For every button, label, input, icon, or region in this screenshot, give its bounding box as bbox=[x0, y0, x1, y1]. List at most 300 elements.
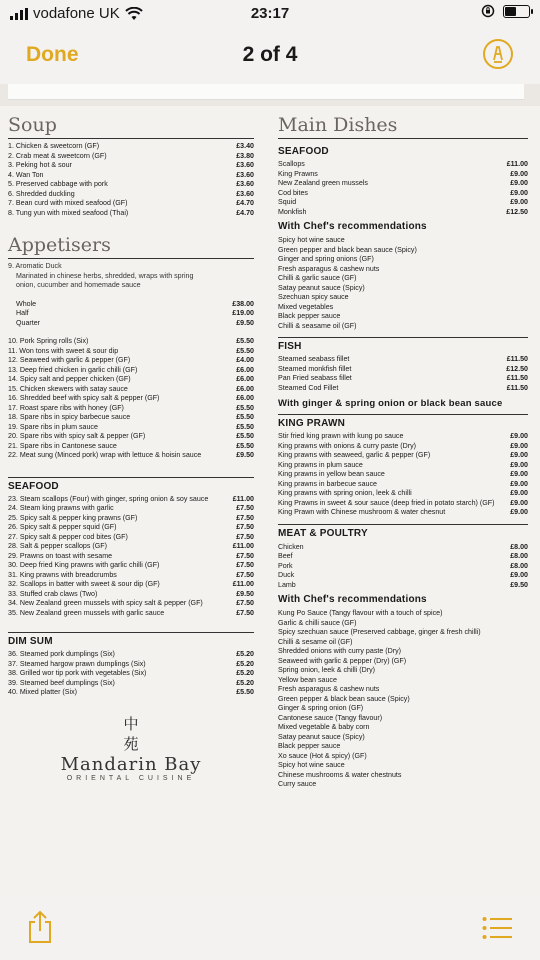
menu-item-name: Satay peanut sauce (Spicy) bbox=[278, 732, 365, 741]
menu-item-price: £6.00 bbox=[236, 394, 254, 402]
menu-item bbox=[278, 628, 528, 638]
dimsum-list bbox=[8, 650, 254, 698]
menu-item-name: Chilli & garlic sauce (GF) bbox=[278, 274, 357, 282]
menu-item-price: £11.00 bbox=[232, 542, 254, 550]
menu-item-price: £6.00 bbox=[236, 365, 254, 374]
menu-item bbox=[278, 236, 528, 246]
menu-item-name: Shredded onions with curry paste (Dry) bbox=[278, 647, 402, 655]
menu-item bbox=[278, 657, 528, 667]
menu-item-name: 20. Spare ribs with spicy salt & pepper (GF) bbox=[8, 432, 146, 440]
menu-item bbox=[278, 274, 528, 284]
menu-item-name: Squid bbox=[278, 198, 297, 206]
menu-item-name: Black pepper sauce bbox=[278, 742, 341, 750]
menu-item-name: Steamed seabass fillet bbox=[278, 355, 350, 363]
menu-item bbox=[278, 160, 528, 170]
menu-item bbox=[8, 161, 254, 171]
menu-item-name: 18. Spare ribs in spicy barbecue sauce bbox=[8, 413, 131, 421]
menu-item-price: £5.50 bbox=[236, 688, 254, 696]
menu-item bbox=[8, 385, 254, 395]
menu-item-price: £7.50 bbox=[236, 504, 254, 512]
menu-item bbox=[8, 542, 254, 552]
menu-item-price: £7.50 bbox=[236, 608, 254, 617]
menu-item-name: Green pepper and black bean sauce (Spicy) bbox=[278, 245, 417, 254]
menu-item-name: Curry sauce bbox=[278, 780, 317, 788]
menu-item-name: Chinese mushrooms & water chestnuts bbox=[278, 770, 402, 779]
seafood-list bbox=[8, 495, 254, 619]
menu-item bbox=[8, 199, 254, 209]
menu-item-price: £8.00 bbox=[510, 561, 528, 570]
menu-item-price: £9.00 bbox=[510, 498, 528, 507]
menu-item bbox=[8, 561, 254, 571]
menu-item-name: 7. Bean curd with mixed seafood (GF) bbox=[8, 199, 128, 207]
fish-note: With ginger & spring onion or black bean sauce bbox=[278, 398, 503, 409]
menu-item bbox=[278, 461, 528, 471]
menu-item bbox=[278, 780, 528, 790]
menu-item-name: 37. Steamed hargow prawn dumplings (Six) bbox=[8, 659, 146, 668]
menu-item bbox=[278, 666, 528, 676]
menu-item-name: 34. New Zealand green mussels with spicy salt & pepper (GF) bbox=[8, 599, 203, 607]
menu-item-name: 33. Stuffed crab claws (Two) bbox=[8, 589, 98, 598]
main-seafood-list bbox=[278, 160, 528, 217]
menu-item-name: 27. Spicy salt & pepper cod bites (GF) bbox=[8, 532, 128, 541]
menu-item bbox=[8, 514, 254, 524]
menu-item-name: 17. Roast spare ribs with honey (GF) bbox=[8, 403, 124, 412]
menu-item bbox=[278, 609, 528, 619]
menu-item-name: Mixed vegetables bbox=[278, 302, 334, 311]
menu-item-name: 32. Scallops in batter with sweet & sour dip (GF) bbox=[8, 580, 160, 588]
menu-item-name: 38. Grilled wor tip pork with vegetables (Six) bbox=[8, 669, 147, 677]
menu-item bbox=[278, 552, 528, 562]
menu-item-name: Pan Fried seabass fillet bbox=[278, 374, 352, 382]
menu-item-name: 3. Peking hot & sour bbox=[8, 161, 72, 169]
document-viewer[interactable] bbox=[0, 84, 540, 896]
menu-item-price: £5.50 bbox=[236, 441, 254, 450]
menu-item bbox=[278, 714, 528, 724]
menu-item-name: Ginger & spring onion (GF) bbox=[278, 704, 364, 712]
menu-item bbox=[278, 571, 528, 581]
menu-item bbox=[278, 499, 528, 509]
menu-item bbox=[8, 571, 254, 581]
duck-sizes bbox=[8, 300, 254, 329]
menu-item-name: Steamed monkfish fillet bbox=[278, 364, 352, 373]
menu-item-name: 29. Prawns on toast with sesame bbox=[8, 551, 113, 560]
menu-item-price: £3.60 bbox=[236, 161, 254, 169]
menu-item-name: Chicken bbox=[278, 542, 304, 551]
menu-item bbox=[8, 356, 254, 366]
menu-item-price: £3.60 bbox=[236, 189, 254, 198]
menu-item bbox=[8, 688, 254, 698]
menu-item-name: 21. Spare ribs in Cantonese sauce bbox=[8, 441, 117, 450]
menu-item bbox=[278, 432, 528, 442]
menu-item-price: £9.00 bbox=[510, 489, 528, 497]
menu-item-name: King Prawns bbox=[278, 169, 318, 178]
menu-item-name: Quarter bbox=[16, 318, 41, 327]
menu-item-name: Steamed Cod Fillet bbox=[278, 383, 339, 392]
menu-item-name: Szechuan spicy sauce bbox=[278, 293, 349, 301]
menu-item bbox=[278, 246, 528, 256]
menu-item bbox=[8, 142, 254, 152]
menu-item bbox=[278, 189, 528, 199]
menu-item bbox=[8, 404, 254, 414]
menu-item-name: Whole bbox=[16, 299, 37, 308]
menu-item-name: 2. Crab meat & sweetcorn (GF) bbox=[8, 151, 107, 160]
menu-item bbox=[278, 733, 528, 743]
menu-item-price: £6.00 bbox=[236, 384, 254, 393]
menu-item-name: 1. Chicken & sweetcorn (GF) bbox=[8, 142, 100, 150]
menu-item bbox=[16, 300, 254, 310]
menu-item bbox=[8, 650, 254, 660]
menu-item-name: Monkfish bbox=[278, 207, 307, 216]
menu-item bbox=[8, 580, 254, 590]
previous-page-edge bbox=[8, 84, 524, 100]
menu-item bbox=[278, 365, 528, 375]
menu-item bbox=[278, 695, 528, 705]
menu-item bbox=[278, 562, 528, 572]
menu-item-name: New Zealand green mussels bbox=[278, 179, 368, 187]
markup-pen-icon[interactable] bbox=[482, 38, 514, 70]
menu-item bbox=[8, 599, 254, 609]
menu-item bbox=[278, 265, 528, 275]
menu-item bbox=[278, 489, 528, 499]
menu-item bbox=[8, 432, 254, 442]
menu-item-name: Cantonese sauce (Tangy flavour) bbox=[278, 713, 383, 722]
menu-item bbox=[8, 337, 254, 347]
restaurant-logo bbox=[8, 714, 254, 782]
menu-item-name: Spicy szechuan sauce (Preserved cabbage, ginger & fresh chilli) bbox=[278, 628, 481, 636]
share-icon[interactable] bbox=[26, 910, 54, 944]
menu-item bbox=[278, 293, 528, 303]
menu-item-name: Chilli & sesame oil (GF) bbox=[278, 637, 353, 646]
menu-item bbox=[16, 319, 254, 329]
divider bbox=[278, 138, 528, 139]
duck-title: 9. Aromatic Duck bbox=[8, 262, 62, 270]
menu-item-name: 25. Spicy salt & pepper king prawns (GF) bbox=[8, 513, 138, 522]
menu-item bbox=[278, 543, 528, 553]
menu-item-price: £5.50 bbox=[236, 346, 254, 355]
fish-heading: FISH bbox=[278, 341, 302, 352]
menu-item bbox=[8, 679, 254, 689]
menu-item bbox=[278, 685, 528, 695]
menu-item-name: Stir fried king prawn with kung po sauce bbox=[278, 432, 404, 440]
menu-item-name: 12. Seaweed with garlic & pepper (GF) bbox=[8, 356, 131, 364]
menu-item-price: £7.50 bbox=[236, 551, 254, 560]
menu-item-price: £9.00 bbox=[510, 508, 528, 516]
menu-item-price: £12.50 bbox=[506, 364, 528, 373]
menu-item bbox=[278, 384, 528, 394]
menu-item-name: Ginger and spring onions (GF) bbox=[278, 255, 374, 263]
menu-item-price: £9.00 bbox=[510, 451, 528, 459]
menu-item bbox=[278, 771, 528, 781]
king-prawn-heading: KING PRAWN bbox=[278, 418, 345, 429]
logo-name: Mandarin Bay bbox=[60, 753, 202, 775]
menu-item bbox=[278, 676, 528, 686]
menu-item bbox=[278, 284, 528, 294]
menu-item bbox=[8, 609, 254, 619]
menu-item bbox=[278, 170, 528, 180]
menu-item bbox=[8, 180, 254, 190]
appetisers-heading: Appetisers bbox=[8, 234, 111, 256]
menu-item-price: £7.50 bbox=[236, 570, 254, 579]
menu-item bbox=[278, 255, 528, 265]
menu-item-price: £5.50 bbox=[236, 422, 254, 431]
menu-item-price: £9.00 bbox=[510, 188, 528, 197]
menu-item-price: £9.00 bbox=[510, 479, 528, 488]
menu-item bbox=[278, 470, 528, 480]
menu-item bbox=[278, 704, 528, 714]
menu-item bbox=[8, 152, 254, 162]
menu-item-price: £7.50 bbox=[236, 561, 254, 569]
menu-item bbox=[8, 451, 254, 461]
menu-item-name: 13. Deep fried chicken in garlic chilli (GF) bbox=[8, 365, 138, 374]
menu-item bbox=[8, 413, 254, 423]
menu-item-name: 24. Steam king prawns with garlic bbox=[8, 504, 114, 512]
menu-item bbox=[8, 394, 254, 404]
menu-item-price: £8.00 bbox=[510, 542, 528, 551]
logo-character-bottom: 苑 bbox=[123, 734, 139, 753]
logo-tagline: ORIENTAL CUISINE bbox=[66, 774, 196, 782]
menu-item bbox=[278, 581, 528, 591]
menu-item-name: 30. Deep fried King prawns with garlic chilli (GF) bbox=[8, 561, 160, 569]
menu-item-price: £11.50 bbox=[506, 374, 528, 382]
menu-item-name: 16. Shredded beef with spicy salt & pepper (GF) bbox=[8, 394, 160, 402]
menu-item-name: 26. Spicy salt & pepper squid (GF) bbox=[8, 523, 117, 531]
status-bar bbox=[0, 0, 540, 28]
meat-heading: MEAT & POULTRY bbox=[278, 527, 368, 539]
appetisers-list bbox=[8, 337, 254, 461]
menu-item bbox=[16, 309, 254, 319]
divider bbox=[278, 337, 528, 338]
menu-item bbox=[278, 355, 528, 365]
menu-item-name: Duck bbox=[278, 571, 295, 579]
menu-item-name: Black pepper sauce bbox=[278, 312, 341, 320]
menu-item-price: £5.50 bbox=[236, 403, 254, 412]
menu-item-name: Green pepper & black bean sauce (Spicy) bbox=[278, 694, 410, 703]
menu-item-price: £4.70 bbox=[236, 208, 254, 217]
menu-item bbox=[278, 312, 528, 322]
soup-heading: Soup bbox=[8, 114, 57, 136]
menu-item bbox=[8, 660, 254, 670]
menu-item-name: Half bbox=[16, 309, 29, 317]
menu-item-name: 40. Mixed platter (Six) bbox=[8, 688, 77, 696]
menu-item bbox=[8, 442, 254, 452]
page-counter: 2 of 4 bbox=[242, 43, 298, 66]
menu-item-name: 5. Preserved cabbage with pork bbox=[8, 180, 108, 188]
menu-item-name: Chilli & seasame oil (GF) bbox=[278, 321, 357, 330]
menu-item-name: King prawns with onions & curry paste (Dry) bbox=[278, 441, 416, 450]
main-dishes-heading: Main Dishes bbox=[278, 114, 398, 136]
divider bbox=[8, 138, 254, 139]
menu-item-price: £5.50 bbox=[236, 337, 254, 345]
menu-item-name: Beef bbox=[278, 552, 293, 560]
menu-item-name: 4. Wan Ton bbox=[8, 170, 44, 179]
orientation-lock-icon bbox=[481, 4, 495, 18]
menu-item bbox=[8, 533, 254, 543]
logo-character-top: 中 bbox=[123, 714, 139, 733]
menu-item bbox=[278, 638, 528, 648]
duck-description: Marinated in chinese herbs, shredded, wraps with spring onion, cucumber and homemade sauce bbox=[16, 271, 194, 289]
menu-item-name: Spicy hot wine sauce bbox=[278, 761, 345, 769]
menu-item-price: £9.00 bbox=[510, 179, 528, 187]
menu-item-name: Cod bites bbox=[278, 188, 308, 197]
menu-item-name: 14. Spicy salt and pepper chicken (GF) bbox=[8, 375, 131, 383]
menu-item bbox=[278, 619, 528, 629]
menu-page bbox=[0, 106, 540, 896]
menu-item bbox=[8, 504, 254, 514]
menu-item-name: 19. Spare ribs in plum sauce bbox=[8, 422, 98, 431]
menu-item-name: 36. Steamed pork dumplings (Six) bbox=[8, 650, 115, 658]
menu-item-price: £5.50 bbox=[236, 413, 254, 421]
menu-item-name: Fresh asparagus & cashew nuts bbox=[278, 685, 380, 693]
menu-item-price: £6.00 bbox=[236, 375, 254, 383]
menu-item-price: £5.20 bbox=[236, 678, 254, 687]
divider bbox=[8, 632, 254, 633]
menu-item bbox=[278, 442, 528, 452]
menu-item bbox=[8, 209, 254, 219]
menu-item-name: King prawns in plum sauce bbox=[278, 460, 363, 469]
menu-item-price: £9.50 bbox=[510, 580, 528, 589]
menu-item-price: £3.80 bbox=[236, 151, 254, 160]
menu-item bbox=[8, 495, 254, 505]
menu-item-price: £9.00 bbox=[510, 169, 528, 178]
menu-item-name: King prawns with spring onion, leek & chilli bbox=[278, 489, 412, 497]
menu-item bbox=[278, 198, 528, 208]
menu-item bbox=[278, 723, 528, 733]
menu-item bbox=[8, 366, 254, 376]
menu-item bbox=[8, 590, 254, 600]
meat-list bbox=[278, 543, 528, 591]
menu-item-price: £7.50 bbox=[236, 523, 254, 531]
menu-item-name: Kung Po Sauce (Tangy flavour with a touch of spice) bbox=[278, 609, 443, 617]
king-prawn-list bbox=[278, 432, 528, 518]
menu-item bbox=[278, 508, 528, 518]
menu-item-name: Spicy hot wine sauce bbox=[278, 236, 345, 244]
menu-item-name: 39. Steamed beef dumplings (Six) bbox=[8, 678, 115, 687]
menu-item-price: £5.20 bbox=[236, 659, 254, 668]
menu-item-price: £38.00 bbox=[232, 299, 254, 308]
menu-item bbox=[278, 179, 528, 189]
menu-item-name: 8. Tung yun with mixed seafood (Thai) bbox=[8, 208, 129, 217]
menu-item-price: £3.40 bbox=[236, 142, 254, 150]
menu-item bbox=[8, 552, 254, 562]
menu-item-name: King prawns in yellow bean sauce bbox=[278, 470, 385, 478]
menu-item-name: Spring onion, leek & chilli (Dry) bbox=[278, 666, 375, 674]
menu-item-price: £7.50 bbox=[236, 599, 254, 607]
chef-rec-list bbox=[278, 236, 528, 331]
menu-item-price: £11.00 bbox=[232, 494, 254, 503]
battery-icon bbox=[503, 5, 530, 18]
menu-item-price: £19.00 bbox=[232, 309, 254, 317]
dimsum-heading: DIM SUM bbox=[8, 636, 53, 647]
menu-item-name: 23. Steam scallops (Four) with ginger, spring onion & soy sauce bbox=[8, 494, 209, 503]
menu-item-name: Scallops bbox=[278, 160, 305, 168]
menu-item bbox=[8, 423, 254, 433]
menu-item bbox=[278, 742, 528, 752]
menu-item-name: King Prawns in sweet & sour sauce (deep fried in potato starch) (GF) bbox=[278, 498, 494, 507]
menu-item-price: £11.00 bbox=[506, 160, 528, 168]
divider bbox=[278, 414, 528, 415]
menu-item bbox=[8, 190, 254, 200]
menu-item-name: Pork bbox=[278, 561, 293, 570]
menu-item-name: 6. Shredded duckling bbox=[8, 189, 75, 198]
seafood-heading: SEAFOOD bbox=[8, 480, 59, 492]
menu-item-name: Xo sauce (Hot & spicy) (GF) bbox=[278, 751, 367, 760]
menu-item-price: £7.50 bbox=[236, 532, 254, 541]
chef-rec-heading: With Chef's recommendations bbox=[278, 221, 427, 232]
menu-item-price: £9.00 bbox=[510, 441, 528, 450]
menu-item bbox=[8, 669, 254, 679]
menu-item-price: £9.00 bbox=[510, 198, 528, 206]
menu-item-price: £11.50 bbox=[506, 383, 528, 392]
menu-item-name: Lamb bbox=[278, 580, 296, 589]
menu-item-price: £9.00 bbox=[510, 571, 528, 579]
menu-item bbox=[8, 523, 254, 533]
soup-list bbox=[8, 142, 254, 218]
menu-item-name: 10. Pork Spring rolls (Six) bbox=[8, 337, 89, 345]
main-seafood-heading: SEAFOOD bbox=[278, 146, 329, 157]
menu-item-name: 11. Won tons with sweet & sour dip bbox=[8, 346, 119, 355]
menu-item-name: King prawns with seaweed, garlic & pepper (GF) bbox=[278, 451, 431, 459]
menu-item-name: 15. Chicken skewers with satay sauce bbox=[8, 384, 128, 393]
menu-item bbox=[8, 375, 254, 385]
menu-item bbox=[8, 347, 254, 357]
menu-item bbox=[278, 322, 528, 332]
divider bbox=[8, 258, 254, 259]
clock: 23:17 bbox=[250, 5, 290, 22]
status-right bbox=[481, 4, 530, 18]
menu-item-price: £5.20 bbox=[236, 650, 254, 658]
menu-item bbox=[278, 480, 528, 490]
menu-item-price: £9.00 bbox=[510, 470, 528, 478]
carrier-label: vodafone UK bbox=[33, 5, 120, 22]
chef-rec-heading-2: With Chef's recommendations bbox=[278, 594, 427, 605]
done-button[interactable]: Done bbox=[26, 43, 79, 66]
menu-item bbox=[278, 208, 528, 218]
menu-item bbox=[278, 374, 528, 384]
menu-item-price: £11.50 bbox=[506, 355, 528, 363]
menu-item-price: £8.00 bbox=[510, 552, 528, 560]
menu-item-price: £9.50 bbox=[236, 318, 254, 327]
menu-item-price: £4.70 bbox=[236, 199, 254, 207]
menu-item-name: King Prawn with Chinese mushroom & water chesnut bbox=[278, 508, 446, 516]
menu-item-price: £3.60 bbox=[236, 170, 254, 179]
menu-item-name: Fresh asparagus & cashew nuts bbox=[278, 264, 380, 273]
menu-item-price: £5.20 bbox=[236, 669, 254, 677]
menu-item bbox=[278, 451, 528, 461]
menu-item bbox=[278, 647, 528, 657]
menu-item-price: £12.50 bbox=[506, 207, 528, 216]
menu-item-name: 22. Meat sung (Minced pork) wrap with lettuce & hoisin sauce bbox=[8, 451, 202, 459]
list-icon[interactable] bbox=[482, 916, 512, 940]
divider bbox=[278, 524, 528, 525]
menu-item bbox=[278, 752, 528, 762]
menu-item-price: £9.50 bbox=[236, 589, 254, 598]
menu-item-name: Satay peanut sauce (Spicy) bbox=[278, 283, 365, 292]
menu-item-price: £5.50 bbox=[236, 432, 254, 440]
menu-item bbox=[8, 171, 254, 181]
menu-item-price: £11.00 bbox=[232, 580, 254, 588]
menu-item-name: 28. Salt & pepper scallops (GF) bbox=[8, 542, 107, 550]
menu-item-price: £7.50 bbox=[236, 513, 254, 522]
menu-item bbox=[278, 303, 528, 313]
left-column bbox=[8, 114, 254, 782]
menu-item-name: Mixed vegetable & baby corn bbox=[278, 723, 370, 731]
menu-item bbox=[278, 761, 528, 771]
chef-rec-list-2 bbox=[278, 609, 528, 790]
menu-item-price: £4.00 bbox=[236, 356, 254, 364]
right-column bbox=[278, 114, 528, 790]
nav-bar bbox=[0, 28, 540, 84]
fish-list bbox=[278, 355, 528, 393]
